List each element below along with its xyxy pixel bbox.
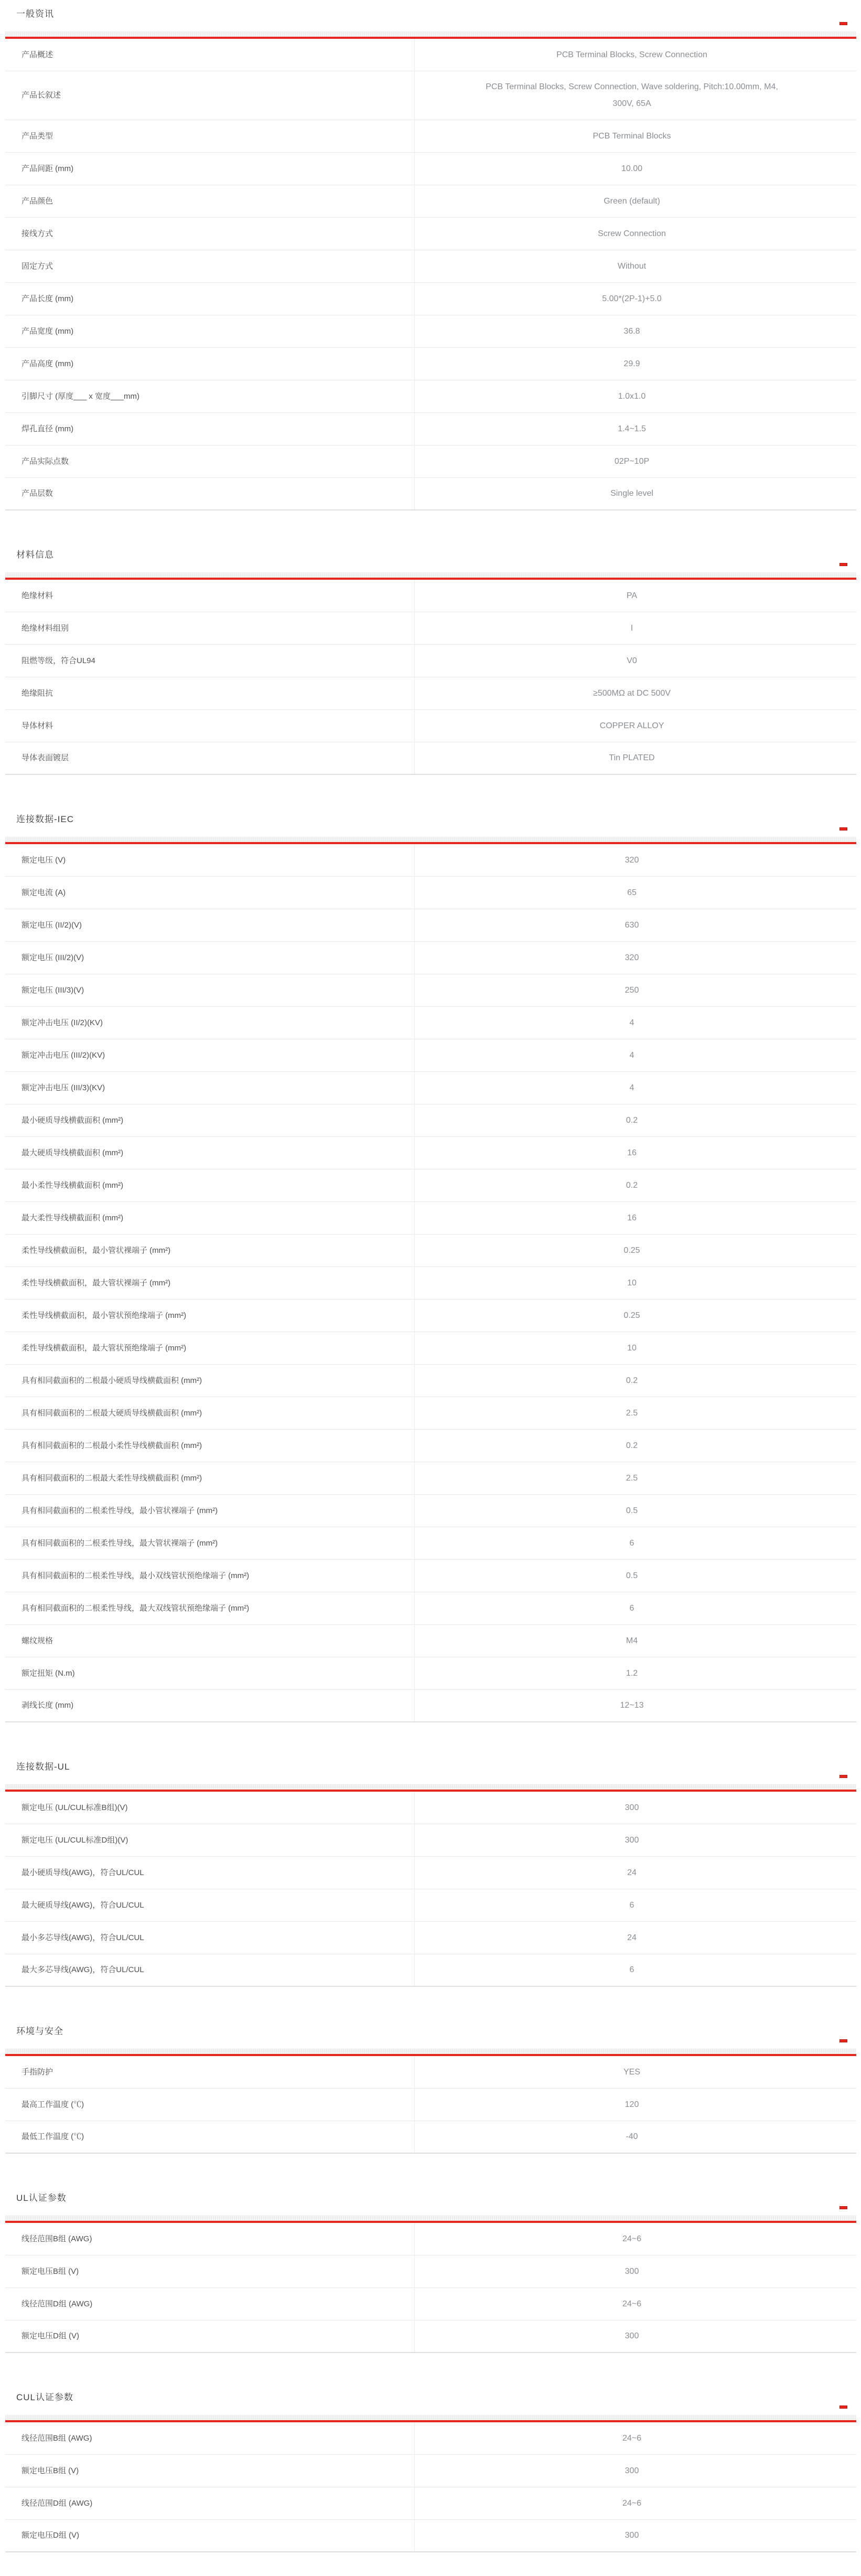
spec-section <box>5 549 856 775</box>
spec-value-text: 24~6 <box>622 2299 642 2308</box>
table-row <box>5 1430 856 1462</box>
table-row <box>5 1560 856 1592</box>
table-row <box>5 580 856 612</box>
spec-label: 最小柔性导线横截面积 (mm²) <box>21 1180 124 1190</box>
spec-value-text: 6 <box>629 1538 634 1548</box>
spec-label: 额定扭矩 (N.m) <box>21 1668 75 1678</box>
spec-label: 柔性导线横截面积，最大管状预绝缘端子 (mm²) <box>21 1343 187 1353</box>
minus-icon[interactable] <box>840 563 847 566</box>
spec-value <box>414 2288 856 2320</box>
table-row <box>5 1657 856 1690</box>
table-row <box>5 2455 856 2487</box>
table-row <box>5 877 856 909</box>
table-row <box>5 153 856 185</box>
table-row <box>5 677 856 710</box>
spec-label: 接线方式 <box>21 229 53 238</box>
spec-value <box>414 1857 856 1889</box>
spec-value <box>414 283 856 315</box>
table-row <box>5 120 856 153</box>
spec-value-text: PCB Terminal Blocks, Screw Connection <box>556 50 707 59</box>
table-row <box>5 348 856 380</box>
spec-label: 具有相同截面积的二根最大柔性导线横截面积 (mm²) <box>21 1473 202 1483</box>
spec-label: 额定冲击电压 (III/2)(KV) <box>21 1050 105 1060</box>
spec-section <box>5 2392 856 2552</box>
table-row <box>5 2288 856 2320</box>
spec-label: 产品概述 <box>21 50 53 59</box>
spec-value <box>414 1104 856 1136</box>
spec-value-text: 24~6 <box>622 2234 642 2243</box>
spec-value-text: 0.5 <box>626 1506 638 1515</box>
spec-label: 手指防护 <box>21 2067 53 2077</box>
section-title: 环境与安全 <box>16 2026 63 2036</box>
spec-label: 导体表面镀层 <box>21 753 69 762</box>
section-texture-band <box>5 31 856 37</box>
spec-label: 额定电压 (V) <box>21 855 66 865</box>
spec-value-text: 24~6 <box>622 2433 642 2443</box>
table-row <box>5 1592 856 1625</box>
spec-value <box>414 1137 856 1169</box>
spec-label: 额定电压 (UL/CUL标准D组)(V) <box>21 1835 128 1845</box>
spec-value <box>414 153 856 185</box>
spec-value <box>414 2255 856 2287</box>
spec-value <box>414 1922 856 1954</box>
table-row <box>5 71 856 120</box>
spec-value-text: 24~6 <box>622 2498 642 2508</box>
spec-value-text: 4 <box>629 1083 634 1092</box>
section-texture-band <box>5 2049 856 2054</box>
spec-value-text: 1.0x1.0 <box>618 391 646 401</box>
spec-label: 具有相同截面积的二根最小柔性导线横截面积 (mm²) <box>21 1441 202 1450</box>
spec-value <box>414 2487 856 2519</box>
spec-value <box>414 2520 856 2551</box>
table-row <box>5 413 856 445</box>
spec-value <box>414 1954 856 1986</box>
spec-label: 最大硬质导线横截面积 (mm²) <box>21 1148 124 1157</box>
spec-label: 具有相同截面积的二根柔性导线，最大双线管状预绝缘端子 (mm²) <box>21 1603 250 1613</box>
spec-value-text: 0.2 <box>626 1441 638 1450</box>
spec-value-text: 2.5 <box>626 1408 638 1418</box>
spec-value-text: 6 <box>629 1965 634 1974</box>
spec-label: 产品层数 <box>21 489 53 498</box>
section-header <box>5 2026 856 2049</box>
spec-label: 额定电压B组 (V) <box>21 2266 79 2276</box>
spec-value-text: 02P~10P <box>614 456 650 466</box>
section-title: CUL认证参数 <box>16 2392 74 2402</box>
spec-label: 导体材料 <box>21 721 53 730</box>
spec-value-text: 630 <box>625 920 639 930</box>
spec-value <box>414 120 856 152</box>
table-row <box>5 1824 856 1857</box>
spec-label: 柔性导线横截面积，最小管状预绝缘端子 (mm²) <box>21 1311 187 1320</box>
spec-label: 额定电压 (II/2)(V) <box>21 920 82 930</box>
table-row <box>5 283 856 315</box>
spec-table <box>5 39 856 510</box>
section-header <box>5 2192 856 2216</box>
table-row <box>5 612 856 645</box>
table-row <box>5 1527 856 1560</box>
spec-label: 固定方式 <box>21 261 53 271</box>
spec-value <box>414 2121 856 2153</box>
spec-table <box>5 2422 856 2552</box>
spec-value <box>414 1792 856 1824</box>
table-row <box>5 1267 856 1300</box>
spec-value <box>414 39 856 71</box>
table-row <box>5 1495 856 1527</box>
spec-label: 线径范围B组 (AWG) <box>21 2234 92 2243</box>
spec-label: 最大柔性导线横截面积 (mm²) <box>21 1213 124 1222</box>
spec-value <box>414 348 856 380</box>
spec-value <box>414 1267 856 1299</box>
spec-label: 最高工作温度 (℃) <box>21 2100 84 2109</box>
table-row <box>5 1954 856 1987</box>
spec-label: 具有相同截面积的二根最大硬质导线横截面积 (mm²) <box>21 1408 202 1418</box>
spec-value-text: 300 <box>625 1835 639 1845</box>
spec-value <box>414 250 856 282</box>
spec-value <box>414 1039 856 1071</box>
spec-value-text: V0 <box>627 656 637 665</box>
table-row <box>5 2056 856 2089</box>
table-row <box>5 2320 856 2353</box>
table-row <box>5 2255 856 2288</box>
spec-value <box>414 1527 856 1559</box>
spec-value-text: 16 <box>627 1148 637 1157</box>
spec-value-text: 6 <box>629 1900 634 1910</box>
spec-value-text: -40 <box>626 2132 638 2141</box>
spec-value-text: COPPER ALLOY <box>599 721 664 730</box>
spec-label: 额定电压 (III/2)(V) <box>21 953 84 962</box>
spec-value <box>414 1495 856 1527</box>
spec-value <box>414 645 856 677</box>
spec-label: 阻燃等级，符合UL94 <box>21 656 95 665</box>
spec-value <box>414 942 856 974</box>
spec-value-text: 5.00*(2P-1)+5.0 <box>602 294 662 303</box>
table-row <box>5 1169 856 1202</box>
spec-value-text: YES <box>623 2067 640 2077</box>
spec-label: 额定电压 (III/3)(V) <box>21 985 84 995</box>
spec-label: 绝缘阻抗 <box>21 688 53 698</box>
spec-value <box>414 974 856 1006</box>
spec-value <box>414 1169 856 1201</box>
table-row <box>5 844 856 877</box>
table-row <box>5 1857 856 1889</box>
spec-value <box>414 612 856 644</box>
section-texture-band <box>5 2415 856 2420</box>
spec-value <box>414 2455 856 2487</box>
spec-value <box>414 1657 856 1689</box>
spec-label: 额定电压D组 (V) <box>21 2332 79 2340</box>
spec-label: 产品颜色 <box>21 196 53 206</box>
minus-icon[interactable] <box>840 1775 847 1778</box>
product-spec-page <box>0 8 861 2568</box>
spec-value <box>414 1397 856 1429</box>
spec-value <box>414 742 856 774</box>
spec-value-text: 0.5 <box>626 1571 638 1580</box>
spec-value-text: 250 <box>625 985 639 995</box>
spec-value <box>414 413 856 445</box>
spec-label: 线径范围D组 (AWG) <box>21 2299 93 2308</box>
spec-value <box>414 71 856 120</box>
spec-value <box>414 1300 856 1332</box>
spec-table <box>5 2056 856 2154</box>
spec-value-text: 10.00 <box>621 164 643 173</box>
spec-value-text: 2.5 <box>626 1473 638 1483</box>
minus-icon[interactable] <box>840 2039 847 2042</box>
spec-value-text: 320 <box>625 953 639 962</box>
spec-label: 额定电流 (A) <box>21 888 66 897</box>
spec-value-text: 300 <box>625 2266 639 2276</box>
spec-value-text: Single level <box>610 489 653 498</box>
spec-value <box>414 2089 856 2121</box>
spec-value <box>414 1690 856 1721</box>
table-row <box>5 909 856 942</box>
table-row <box>5 1365 856 1397</box>
spec-label: 最小硬质导线横截面积 (mm²) <box>21 1115 124 1125</box>
spec-value <box>414 677 856 709</box>
spec-label: 具有相同截面积的二根柔性导线，最小管状裸端子 (mm²) <box>21 1506 218 1515</box>
spec-value <box>414 1365 856 1397</box>
table-row <box>5 1007 856 1039</box>
spec-label: 产品类型 <box>21 131 53 141</box>
spec-label: 引脚尺寸 (厚度___ x 宽度___mm) <box>21 391 140 401</box>
spec-label: 具有相同截面积的二根最小硬质导线横截面积 (mm²) <box>21 1376 202 1385</box>
spec-label: 产品间距 (mm) <box>21 164 74 173</box>
spec-value-text: 65 <box>627 888 637 897</box>
section-title: 材料信息 <box>16 550 54 560</box>
spec-label: 额定电压B组 (V) <box>21 2466 79 2475</box>
spec-label: 线径范围B组 (AWG) <box>21 2433 92 2443</box>
table-row <box>5 250 856 283</box>
spec-value <box>414 1202 856 1234</box>
spec-label: 产品实际点数 <box>21 456 69 466</box>
spec-value-text: Green (default) <box>604 196 660 206</box>
section-texture-band <box>5 2216 856 2221</box>
spec-value-text: 24 <box>627 1933 637 1942</box>
table-row <box>5 1104 856 1137</box>
table-row <box>5 1300 856 1332</box>
table-row <box>5 1922 856 1954</box>
spec-value-text: 1.4~1.5 <box>618 424 646 433</box>
minus-icon[interactable] <box>840 827 847 831</box>
spec-value-text: 24 <box>627 1868 637 1877</box>
spec-value-text: 0.2 <box>626 1180 638 1190</box>
spec-value-text: PA <box>626 591 638 600</box>
spec-value <box>414 1462 856 1494</box>
spec-value-text: PCB Terminal Blocks <box>593 131 671 141</box>
table-row <box>5 445 856 478</box>
table-row <box>5 2223 856 2255</box>
spec-value-text: 0.25 <box>623 1246 640 1255</box>
table-row <box>5 710 856 742</box>
spec-value <box>414 580 856 612</box>
spec-label: 具有相同截面积的二根柔性导线，最小双线管状预绝缘端子 (mm²) <box>21 1571 250 1580</box>
spec-value-text: 0.25 <box>623 1311 640 1320</box>
section-title: 连接数据-IEC <box>16 814 74 824</box>
spec-value <box>414 1072 856 1104</box>
table-row <box>5 2520 856 2552</box>
spec-value-text: Screw Connection <box>598 229 666 238</box>
table-row <box>5 315 856 348</box>
table-row <box>5 1332 856 1365</box>
spec-label: 绝缘材料组别 <box>21 623 69 633</box>
spec-value-text: 300 <box>625 2332 639 2340</box>
spec-value <box>414 2056 856 2088</box>
table-row <box>5 2422 856 2455</box>
table-row <box>5 645 856 677</box>
spec-value-text: 4 <box>629 1018 634 1027</box>
table-row <box>5 974 856 1007</box>
spec-value <box>414 1625 856 1657</box>
spec-value-text: 12~13 <box>620 1701 644 1710</box>
spec-table <box>5 580 856 775</box>
table-row <box>5 2089 856 2121</box>
spec-value <box>414 2422 856 2454</box>
spec-value-text: I <box>630 623 633 633</box>
spec-value <box>414 710 856 742</box>
table-row <box>5 1202 856 1234</box>
section-header <box>5 1761 856 1784</box>
section-header <box>5 814 856 837</box>
spec-value-text: Without <box>617 261 647 271</box>
spec-value-text: ≥500MΩ at DC 500V <box>593 688 671 698</box>
spec-label: 柔性导线横截面积，最大管状裸端子 (mm²) <box>21 1278 171 1287</box>
spec-value <box>414 185 856 217</box>
spec-label: 最小硬质导线(AWG)，符合UL/CUL <box>21 1868 144 1877</box>
spec-value-text: 120 <box>625 2100 639 2109</box>
spec-label: 线径范围D组 (AWG) <box>21 2498 93 2508</box>
table-row <box>5 742 856 775</box>
spec-section <box>5 2192 856 2353</box>
spec-label: 柔性导线横截面积，最小管状裸端子 (mm²) <box>21 1246 171 1255</box>
spec-value <box>414 1592 856 1624</box>
table-row <box>5 1072 856 1104</box>
spec-value-text: 300 <box>625 2531 639 2540</box>
minus-icon[interactable] <box>840 22 847 25</box>
spec-label: 额定冲击电压 (III/3)(KV) <box>21 1083 105 1092</box>
spec-value-text: 0.2 <box>626 1376 638 1385</box>
spec-value-text: 300 <box>625 1803 639 1812</box>
spec-value <box>414 1889 856 1921</box>
spec-value <box>414 218 856 250</box>
spec-value <box>414 445 856 477</box>
spec-label: 最大硬质导线(AWG)，符合UL/CUL <box>21 1900 144 1910</box>
section-title: 连接数据-UL <box>16 1762 70 1772</box>
spec-section <box>5 1761 856 1987</box>
spec-label: 额定冲击电压 (II/2)(KV) <box>21 1018 103 1027</box>
spec-table <box>5 1792 856 1987</box>
table-row <box>5 478 856 510</box>
spec-label: 产品长度 (mm) <box>21 294 74 303</box>
table-row <box>5 1397 856 1430</box>
spec-label: 具有相同截面积的二根柔性导线，最大管状裸端子 (mm²) <box>21 1538 218 1548</box>
spec-value <box>414 1234 856 1266</box>
table-row <box>5 942 856 974</box>
spec-value <box>414 315 856 347</box>
section-header <box>5 549 856 572</box>
spec-value <box>414 844 856 876</box>
spec-value <box>414 478 856 509</box>
spec-label: 产品长叙述 <box>21 91 61 100</box>
spec-label: 焊孔直径 (mm) <box>21 424 74 433</box>
table-row <box>5 1889 856 1922</box>
spec-value <box>414 877 856 909</box>
spec-value-text: 300 <box>625 2466 639 2475</box>
minus-icon[interactable] <box>840 2405 847 2409</box>
spec-value-text: 6 <box>629 1603 634 1613</box>
spec-label: 额定电压 (UL/CUL标准B组)(V) <box>21 1803 128 1812</box>
table-row <box>5 1462 856 1495</box>
spec-value-text: Tin PLATED <box>609 753 655 762</box>
table-row <box>5 2487 856 2520</box>
spec-value-text: PCB Terminal Blocks, Screw Connection, Wave soldering, Pitch:10.00mm, M4, 300V, 65A <box>486 82 778 108</box>
spec-value-text: 320 <box>625 855 639 865</box>
spec-value <box>414 1560 856 1592</box>
spec-value <box>414 2223 856 2255</box>
spec-table <box>5 2223 856 2353</box>
table-row <box>5 39 856 71</box>
spec-label: 剥线长度 (mm) <box>21 1701 74 1710</box>
spec-value-text: 36.8 <box>623 326 640 336</box>
section-title: 一般资讯 <box>16 9 54 19</box>
spec-value-text: 4 <box>629 1050 634 1060</box>
spec-value-text: 16 <box>627 1213 637 1222</box>
spec-label: 产品宽度 (mm) <box>21 326 74 336</box>
spec-value <box>414 2320 856 2352</box>
spec-label: 螺纹规格 <box>21 1636 53 1645</box>
section-texture-band <box>5 572 856 578</box>
section-texture-band <box>5 837 856 842</box>
spec-label: 绝缘材料 <box>21 591 53 600</box>
section-header <box>5 8 856 31</box>
spec-value-text: M4 <box>626 1636 638 1645</box>
minus-icon[interactable] <box>840 2206 847 2209</box>
table-row <box>5 1039 856 1072</box>
table-row <box>5 1792 856 1824</box>
section-header <box>5 2392 856 2415</box>
spec-value <box>414 909 856 941</box>
section-title: UL认证参数 <box>16 2193 67 2203</box>
spec-value <box>414 1824 856 1856</box>
table-row <box>5 1234 856 1267</box>
spec-value-text: 29.9 <box>623 359 640 368</box>
spec-label: 额定电压D组 (V) <box>21 2531 79 2540</box>
spec-table <box>5 844 856 1722</box>
spec-section <box>5 2026 856 2154</box>
spec-section <box>5 8 856 510</box>
section-texture-band <box>5 1784 856 1790</box>
table-row <box>5 1137 856 1169</box>
spec-value <box>414 1007 856 1039</box>
spec-value-text: 0.2 <box>626 1115 638 1125</box>
table-row <box>5 380 856 413</box>
spec-label: 最小多芯导线(AWG)，符合UL/CUL <box>21 1933 144 1942</box>
spec-value <box>414 380 856 412</box>
spec-value-text: 1.2 <box>626 1668 638 1678</box>
spec-label: 产品高度 (mm) <box>21 359 74 368</box>
spec-value-text: 10 <box>627 1278 637 1287</box>
spec-label: 最大多芯导线(AWG)，符合UL/CUL <box>21 1965 144 1974</box>
table-row <box>5 1690 856 1722</box>
table-row <box>5 218 856 250</box>
table-row <box>5 2121 856 2154</box>
table-row <box>5 1625 856 1657</box>
spec-value <box>414 1332 856 1364</box>
spec-section <box>5 814 856 1722</box>
spec-label: 最低工作温度 (℃) <box>21 2132 84 2141</box>
spec-value-text: 10 <box>627 1343 637 1353</box>
spec-value <box>414 1430 856 1462</box>
table-row <box>5 185 856 218</box>
